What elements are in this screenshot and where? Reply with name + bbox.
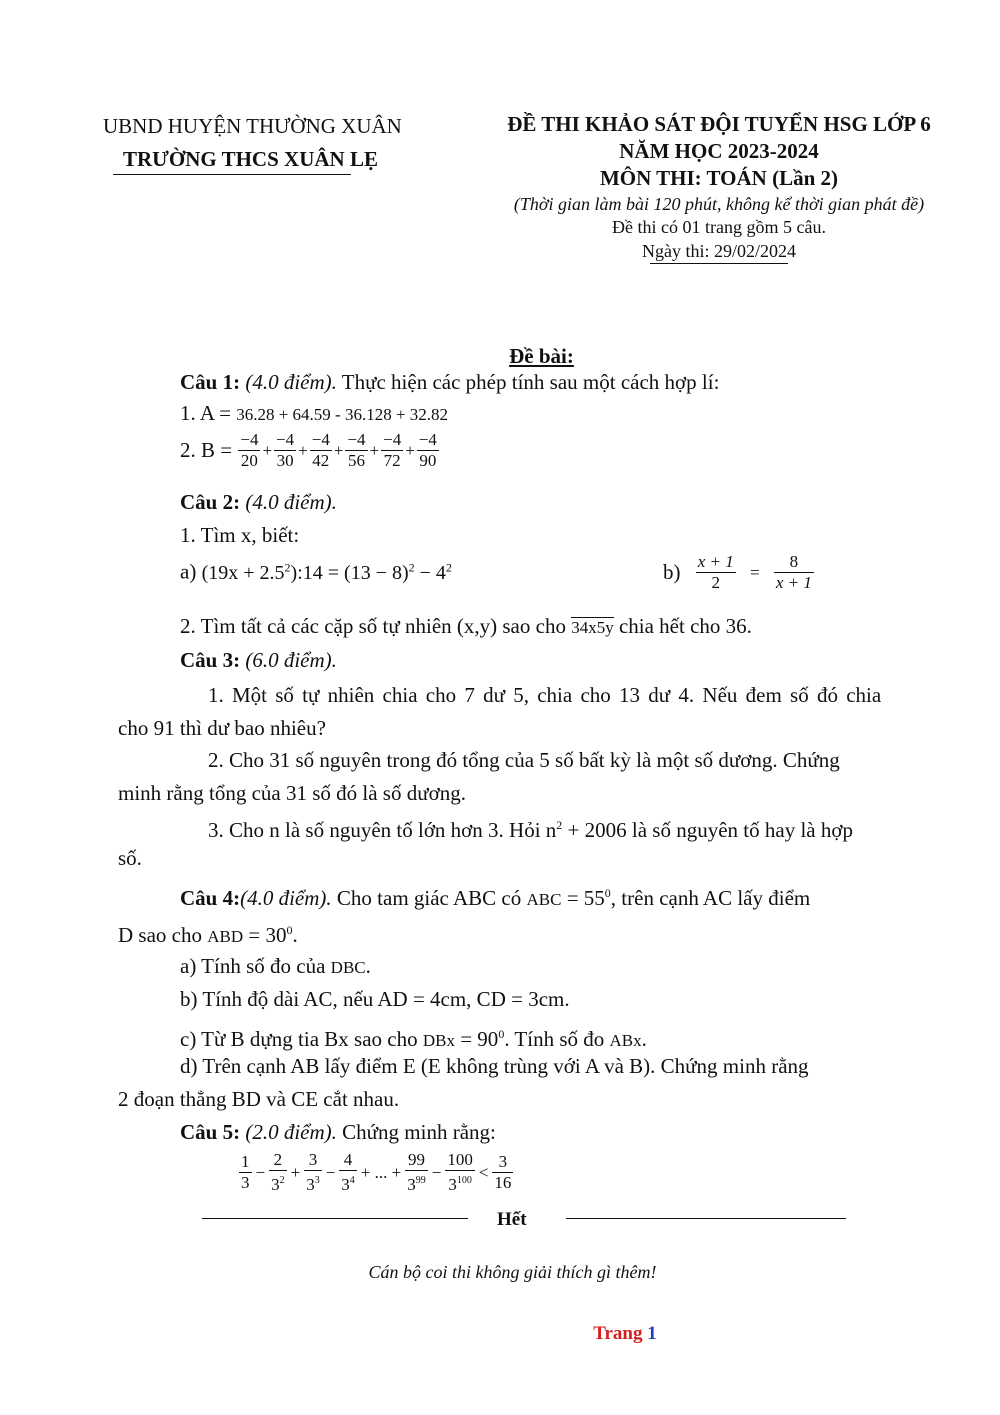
q4-intro2-post: . <box>292 923 298 947</box>
q3-part3-sup: 2 <box>556 818 563 832</box>
q1-b-denominator: 90 <box>419 451 437 470</box>
q2-points: (4.0 điểm). <box>245 490 337 514</box>
q4-c-mid: = 90 <box>454 1027 499 1051</box>
q5-denominator <box>304 1171 322 1195</box>
q5-inequality <box>238 1150 514 1195</box>
q5-denominator <box>405 1171 428 1195</box>
q3-part2-line1: 2. Cho 31 số nguyên trong đó tổng của 5 số bất kỳ là một số dương. Chứng <box>208 748 840 772</box>
q5-den-base: 3 <box>341 1175 350 1194</box>
q5-fraction <box>269 1150 287 1195</box>
q5-numerator: 2 <box>269 1150 287 1171</box>
q3-part3-post: + 2006 là số nguyên tố hay là hợp <box>562 818 853 842</box>
q1-b-denominator: 20 <box>240 451 258 470</box>
q4-deg3: 0 <box>498 1027 505 1041</box>
footer-note: Cán bộ coi thi không giải thích gì thêm! <box>368 1262 657 1282</box>
q5-denominator <box>492 1173 513 1193</box>
q5-fraction <box>492 1152 513 1193</box>
q1-part1-prefix: 1. A = <box>180 401 237 425</box>
q1-b-plus: + <box>333 440 344 460</box>
q4-intro2-pre: D sao cho <box>118 923 208 947</box>
q5-denominator <box>445 1171 475 1195</box>
q1-text: Thực hiện các phép tính sau một cách hợp lí: <box>336 370 720 394</box>
q3-label: Câu 3: <box>180 648 241 672</box>
q2-b-label: b) <box>663 560 681 584</box>
q1-part2-expr <box>237 430 440 470</box>
q5-fraction <box>239 1152 252 1193</box>
q1-b-denominator: 72 <box>383 451 401 470</box>
header-school: TRƯỜNG THCS XUÂN LẸ <box>123 147 378 171</box>
q2-part1: 1. Tìm x, biết: <box>180 523 300 547</box>
school-year: NĂM HỌC 2023-2024 <box>619 139 819 163</box>
q4-label: Câu 4: <box>180 886 241 910</box>
q2-part2 <box>180 612 752 642</box>
q5-denominator <box>239 1173 252 1193</box>
q1-b-plus: + <box>298 440 308 460</box>
q1-part2-prefix: 2. B = <box>180 438 238 462</box>
q1-b-denominator: 30 <box>276 451 294 470</box>
q1-b-plus: + <box>262 440 273 460</box>
q5-den-exp: 99 <box>415 1175 426 1186</box>
q5-fraction <box>339 1150 357 1195</box>
time-note: (Thời gian làm bài 120 phút, không kể thời gian phát đề) <box>513 194 925 214</box>
q2-a-sup2: 2 <box>408 559 415 574</box>
q2-b-den1: 2 <box>711 573 721 592</box>
q1-b-plus: + <box>405 440 415 460</box>
end-marker: Hết <box>497 1209 527 1230</box>
q2-a-expr-left: (19x + 2.5 <box>201 561 285 584</box>
q4-c-post: . <box>641 1027 647 1051</box>
q2-part2-number: 34x5y <box>571 618 614 637</box>
q4-angle-abc: ABC <box>526 890 562 909</box>
q2-b-num1: x + 1 <box>697 552 734 571</box>
page-number: 1 <box>647 1323 657 1344</box>
q5-operator: − <box>255 1162 266 1182</box>
q4-c-pre: c) Từ B dựng tia Bx sao cho <box>180 1027 423 1051</box>
q5-operator: < <box>478 1162 489 1182</box>
q1-b-numerator: −4 <box>311 430 330 449</box>
page-indicator <box>0 1320 1000 1348</box>
q5-den-exp: 2 <box>279 1175 285 1186</box>
q5-operator: + <box>290 1162 301 1182</box>
subject: MÔN THI: TOÁN (Lần 2) <box>599 166 839 190</box>
exam-date: Ngày thi: 29/02/2024 <box>642 241 796 261</box>
date-underline <box>650 263 788 264</box>
q4-intro-mid: = 55 <box>561 886 605 910</box>
q5-operator: − <box>325 1162 336 1182</box>
q5-fraction <box>405 1150 428 1195</box>
q1-part2 <box>180 430 440 471</box>
q5-den-base: 16 <box>494 1173 512 1192</box>
q2-a-expr <box>201 559 452 584</box>
q4-intro-pre: Cho tam giác ABC có <box>331 886 527 910</box>
q2-a-label: a) <box>180 559 197 584</box>
page-label: Trang <box>593 1323 643 1344</box>
exam-title: ĐỀ THI KHẢO SÁT ĐỘI TUYỂN HSG LỚP 6 <box>507 112 931 136</box>
q1-b-plus: + <box>369 440 380 460</box>
q2-b-eq: = <box>750 562 760 582</box>
q5-numerator: 3 <box>492 1152 513 1173</box>
q2-part-b <box>663 552 815 593</box>
q5-fraction <box>445 1150 475 1195</box>
q1-heading <box>180 368 719 396</box>
q2-heading <box>180 488 337 516</box>
q4-part-b: b) Tính độ dài AC, nếu AD = 4cm, CD = 3cm. <box>180 987 570 1011</box>
q1-b-fraction <box>238 430 260 471</box>
q3-part3-line1 <box>208 811 853 844</box>
q5-numerator: 99 <box>405 1150 428 1171</box>
q5-text: Chứng minh rằng: <box>336 1120 496 1144</box>
q2-b-frac2 <box>774 552 814 593</box>
q3-part2-line2: minh rằng tổng của 31 số đó là số dương. <box>118 781 466 805</box>
q4-c-mid2: . Tính số đo <box>504 1027 610 1051</box>
q4-intro-post: , trên cạnh AC lấy điểm <box>610 886 811 910</box>
page-count-note: Đề thi có 01 trang gồm 5 câu. <box>612 217 826 237</box>
q1-b-denominator: 42 <box>312 451 330 470</box>
q3-part1-line1: 1. Một số tự nhiên chia cho 7 dư 5, chia cho 13 dư 4. Nếu đem số đó chia <box>208 683 882 707</box>
q2-a-expr-right: − 4 <box>414 561 446 584</box>
q1-b-numerator: −4 <box>347 430 366 449</box>
q4-angle-dbx: DBx <box>422 1031 455 1050</box>
q4-points: (4.0 điểm). <box>240 886 332 910</box>
q1-b-fraction <box>345 430 367 471</box>
q5-numerator: 3 <box>304 1150 322 1171</box>
q2-part2-text: 2. Tìm tất cả các cặp số tự nhiên (x,y) sao cho <box>180 614 572 638</box>
q5-operator: − <box>431 1162 442 1182</box>
q4-deg2: 0 <box>286 923 293 937</box>
q2-b-num2: 8 <box>774 552 814 573</box>
q1-b-fraction <box>417 430 439 471</box>
q5-numerator: 100 <box>447 1150 473 1169</box>
q5-points: (2.0 điểm). <box>245 1120 337 1144</box>
q5-denominator <box>269 1171 287 1195</box>
q5-denominator <box>339 1171 357 1195</box>
q4-part-a <box>180 952 371 982</box>
q4-intro-line1 <box>180 879 810 914</box>
q2-a-sup1: 2 <box>284 559 291 574</box>
end-line-right <box>566 1218 846 1219</box>
q5-operator: + ... + <box>360 1162 402 1182</box>
q4-part-d-line1: d) Trên cạnh AB lấy điểm E (E không trùng với A và B). Chứng minh rằng <box>180 1054 809 1078</box>
q4-intro2-mid: = 30 <box>243 923 287 947</box>
q4-deg1: 0 <box>604 886 611 900</box>
q4-angle-abx: ABx <box>609 1031 642 1050</box>
q3-part3-line2: số. <box>118 846 142 870</box>
q5-numerator: 4 <box>339 1150 357 1171</box>
q1-label: Câu 1: <box>180 370 241 394</box>
q2-part-a <box>180 558 452 585</box>
q1-points: (4.0 điểm). <box>245 370 337 394</box>
q1-b-numerator: −4 <box>240 430 259 449</box>
q3-heading <box>180 646 337 674</box>
q2-b-den2: x + 1 <box>775 573 812 592</box>
q5-den-base: 3 <box>407 1175 416 1194</box>
q4-part-c <box>180 1020 647 1055</box>
q1-b-numerator: −4 <box>276 430 295 449</box>
q5-den-base: 3 <box>448 1175 457 1194</box>
problems-title: Đề bài: <box>509 344 574 368</box>
q4-intro-line2 <box>118 916 298 951</box>
q1-b-denominator: 56 <box>347 451 365 470</box>
q1-b-numerator: −4 <box>383 430 402 449</box>
q4-angle-abd: ABD <box>207 927 244 946</box>
q4-part-d-line2: 2 đoạn thẳng BD và CE cắt nhau. <box>118 1087 400 1111</box>
q2-a-expr-mid: ):14 = (13 − 8) <box>290 561 409 584</box>
q5-fraction <box>304 1150 322 1195</box>
q4-angle-dbc: DBC <box>330 958 366 977</box>
q2-part2-tail: chia hết cho 36. <box>613 614 752 638</box>
q2-b-frac1 <box>696 552 736 593</box>
q3-points: (6.0 điểm). <box>245 648 337 672</box>
header-left-underline <box>113 174 351 175</box>
q5-label: Câu 5: <box>180 1120 241 1144</box>
q5-den-exp: 100 <box>456 1175 472 1186</box>
q4-a-pre: a) Tính số đo của <box>180 954 331 978</box>
q4-a-post: . <box>365 954 371 978</box>
q5-numerator: 1 <box>241 1152 250 1171</box>
q5-heading <box>180 1118 496 1146</box>
q5-den-base: 3 <box>271 1175 280 1194</box>
q1-b-fraction <box>381 430 403 471</box>
q1-b-fraction <box>310 430 332 471</box>
q5-den-exp: 4 <box>349 1175 355 1186</box>
end-line-left <box>202 1218 468 1219</box>
q3-part1-line2: cho 91 thì dư bao nhiêu? <box>118 716 326 740</box>
q5-den-base: 3 <box>306 1175 315 1194</box>
q1-part1-expr: 36.28 + 64.59 - 36.128 + 32.82 <box>236 405 449 424</box>
q3-part3-pre: 3. Cho n là số nguyên tố lớn hơn 3. Hỏi n <box>208 818 557 842</box>
q2-a-sup3: 2 <box>445 559 452 574</box>
q2-label: Câu 2: <box>180 490 241 514</box>
q1-b-numerator: −4 <box>418 430 437 449</box>
q5-den-base: 3 <box>241 1173 250 1192</box>
q5-den-exp: 3 <box>314 1175 320 1186</box>
header-authority: UBND HUYỆN THƯỜNG XUÂN <box>103 114 402 138</box>
q1-part1 <box>180 399 448 429</box>
q1-b-fraction <box>274 430 296 471</box>
